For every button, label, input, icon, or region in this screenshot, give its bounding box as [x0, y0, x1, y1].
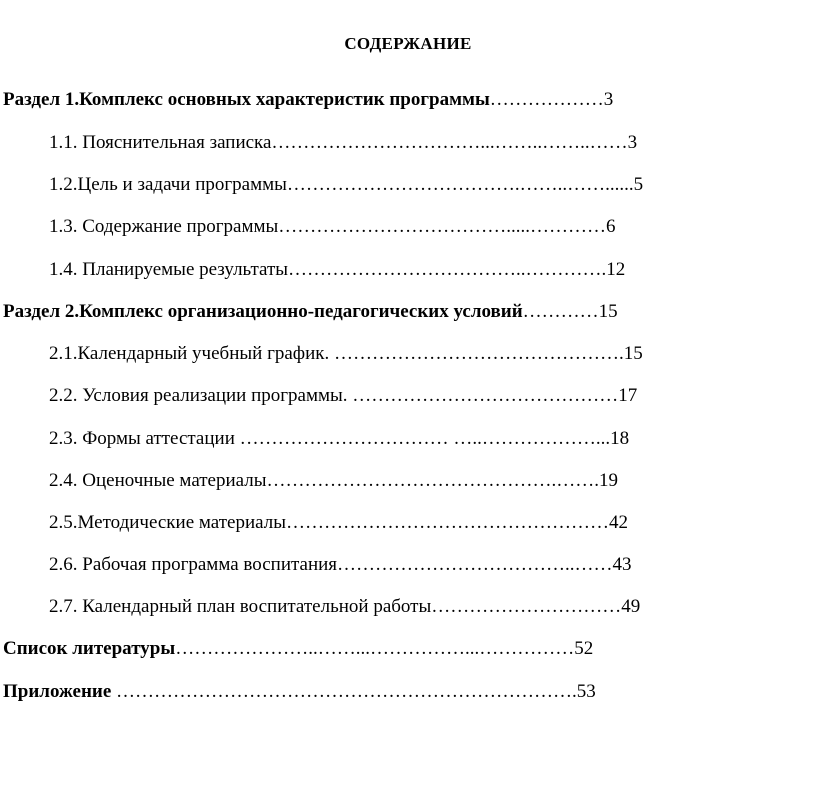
toc-entry-text: ……………………………………………………………….53 — [111, 681, 596, 702]
toc-entry-text: 1.3. Содержание программы……………………………….....…………6 — [49, 216, 616, 237]
toc-entry-2-1 — [49, 342, 643, 366]
toc-entry-1-3 — [49, 215, 616, 239]
toc-entry-text: 2.5.Методические материалы……………………………………………42 — [49, 512, 628, 533]
toc-entry-text: 2.6. Рабочая программа воспитания………………………………..……43 — [49, 554, 632, 575]
toc-entry-text: 2.1.Календарный учебный график. ……………………………………….15 — [49, 343, 643, 364]
toc-entry-bold: Список литературы — [3, 638, 176, 659]
toc-entry-section-1 — [3, 88, 613, 112]
toc-entry-text: 1.4. Планируемые результаты………………………………..………….12 — [49, 259, 626, 280]
toc-entry-2-5 — [49, 511, 628, 535]
toc-entry-bold: Приложение — [3, 681, 112, 702]
toc-entry-text: 2.4. Оценочные материалы……………………………………….…….19 — [49, 470, 619, 491]
toc-entry-2-7 — [49, 595, 640, 619]
toc-entry-text: 1.1. Пояснительная записка……………………………...……..……..……3 — [49, 132, 638, 153]
toc-entry-2-3 — [49, 427, 629, 451]
toc-entry-bold: Раздел 1.Комплекс основных характеристик программы — [3, 89, 490, 110]
toc-entry-text: 2.2. Условия реализации программы. ……………………………………17 — [49, 385, 638, 406]
toc-entry-text: 2.7. Календарный план воспитательной работы…………………………49 — [49, 596, 641, 617]
page-title: СОДЕРЖАНИЕ — [344, 34, 472, 53]
toc-entry-section-2 — [3, 300, 618, 324]
toc-entry-bold: Раздел 2.Комплекс организационно-педагогических условий — [3, 301, 523, 322]
toc-entry-text: …………………..……...……………...……………52 — [175, 638, 594, 659]
toc-entry-text: ………………3 — [489, 89, 614, 110]
toc-entry-1-4 — [49, 258, 625, 282]
toc-entry-2-2 — [49, 384, 637, 408]
toc-entry-1-1 — [49, 131, 637, 155]
toc-entry-text: 1.2.Цель и задачи программы……………………………….……..……......5 — [49, 174, 644, 195]
toc-entry-2-4 — [49, 469, 618, 493]
toc-entry-2-6 — [49, 553, 632, 577]
toc-entry-appendix — [3, 680, 596, 704]
toc-entry-text: …………15 — [522, 301, 618, 322]
toc-entry-text: 2.3. Формы аттестации …………………………… …..………………...18 — [49, 428, 630, 449]
toc-entry-references — [3, 637, 593, 661]
toc-entry-1-2 — [49, 173, 643, 197]
